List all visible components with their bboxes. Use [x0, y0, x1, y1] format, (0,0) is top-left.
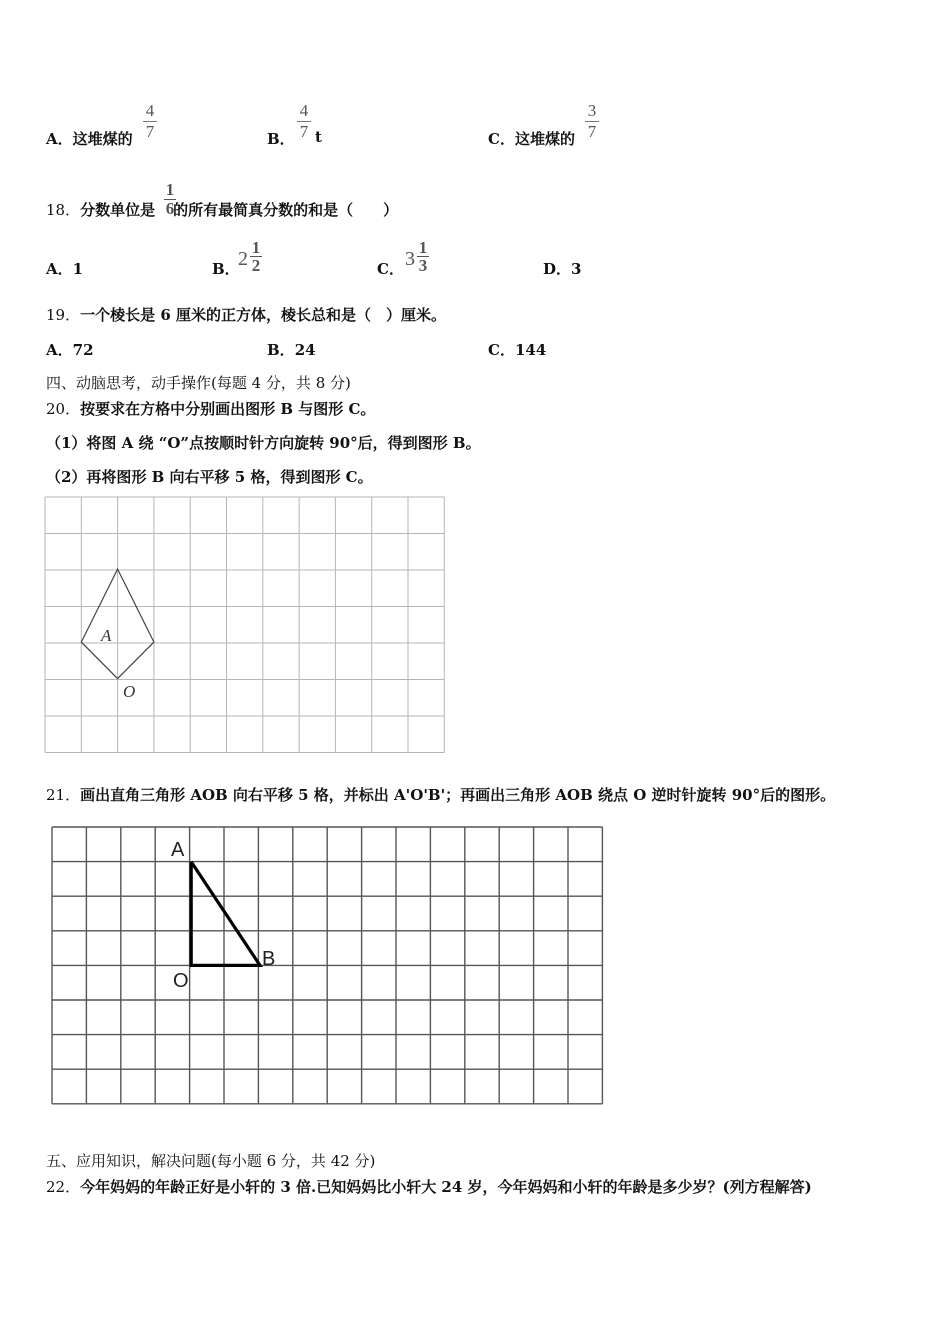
q21-stem	[46, 784, 835, 805]
q18-option-c[interactable]	[377, 258, 404, 279]
q20-number: 20．	[46, 400, 81, 418]
fraction-numerator: 1	[418, 238, 428, 257]
q18-option-c-mixed-number	[405, 240, 431, 276]
q21-triangle-aob	[191, 862, 260, 966]
q20-step-1: （1）将图 A 绕 “O”点按顺时针方向旋转 90°后，得到图形 B。	[46, 434, 481, 452]
fraction-denominator: 2	[251, 256, 261, 275]
q19-option-c[interactable]	[488, 339, 546, 360]
mixed-whole: 2	[238, 248, 248, 270]
q19-number: 19．	[46, 306, 81, 324]
q17-option-a-text: 这堆煤的	[72, 130, 133, 148]
q20-stem-text: 按要求在方格中分别画出图形 B 与图形 C。	[80, 400, 376, 418]
q22-stem-text: 今年妈妈的年龄正好是小轩的 3 倍.已知妈妈比小轩大 24 岁，今年妈妈和小轩的年龄是多少岁？(列方程解答)	[80, 1178, 812, 1196]
q17-option-c-fraction	[585, 102, 599, 141]
q18-stem-after: 的所有最简真分数的和是（ ）	[173, 201, 399, 219]
q21-grid-lines	[52, 827, 602, 1104]
q18-option-d[interactable]	[543, 258, 581, 279]
fraction-numerator: 1	[251, 238, 261, 257]
q18-option-d-label: D．	[543, 260, 572, 278]
q18-stem-before: 分数单位是	[80, 201, 156, 219]
q19-stem-text: 一个棱长是 6 厘米的正方体，棱长总和是（ ）厘米。	[80, 306, 446, 324]
fraction-numerator: 3	[587, 101, 597, 120]
q19-option-b[interactable]	[267, 339, 316, 360]
q19-option-a[interactable]	[46, 339, 94, 360]
q17-option-c[interactable]	[488, 128, 575, 149]
q17-option-b-label: B．	[267, 130, 295, 148]
q18-option-d-text: 3	[571, 260, 582, 278]
q18-number: 18．	[46, 201, 81, 219]
q20-step-2: （2）再将图形 B 向右平移 5 格，得到图形 C。	[46, 468, 373, 486]
fraction-denominator: 7	[299, 122, 309, 141]
q18-stem	[46, 199, 398, 220]
q17-option-a-fraction	[143, 102, 157, 141]
q21-grid-figure[interactable]	[48, 823, 612, 1107]
q19-option-b-text: 24	[294, 341, 316, 359]
q18-option-a-text: 1	[72, 260, 84, 278]
q20-grid-figure[interactable]	[44, 496, 446, 753]
q17-option-c-text: 这堆煤的	[514, 130, 575, 148]
q21-stem-text: 画出直角三角形 AOB 向右平移 5 格，并标出 A'O'B'；再画出三角形 AOB 绕点 O 逆时针旋转 90°后的图形。	[80, 786, 836, 804]
fraction-numerator: 4	[145, 101, 155, 120]
q18-option-a[interactable]	[46, 258, 83, 279]
q20-stem	[46, 398, 375, 419]
mixed-whole: 3	[405, 248, 415, 270]
fraction-denominator: 7	[145, 122, 155, 141]
q18-option-b-mixed-number	[238, 240, 264, 276]
q20-label-o: O	[123, 682, 136, 701]
fraction-numerator: 1	[165, 180, 175, 199]
q22-stem	[46, 1176, 812, 1197]
section-5-title: 五、应用知识，解决问题(每小题 6 分，共 42 分)	[46, 1152, 376, 1170]
q17-option-a-label: A．	[46, 130, 73, 148]
q19-stem	[46, 304, 446, 325]
q18-unit-fraction	[164, 182, 176, 217]
q19-option-c-label: C．	[488, 341, 515, 359]
fraction-numerator: 4	[299, 101, 309, 120]
q18-option-b-label: B．	[212, 260, 240, 278]
fraction-denominator: 3	[418, 256, 428, 275]
q21-label-a: A	[171, 839, 185, 861]
q17-option-b[interactable]	[267, 128, 295, 149]
q17-option-c-label: C．	[488, 130, 515, 148]
q18-option-c-label: C．	[377, 260, 404, 278]
q22-number: 22．	[46, 1178, 81, 1196]
q21-label-b: B	[262, 948, 276, 970]
q19-option-a-label: A．	[46, 341, 73, 359]
q21-label-o: O	[173, 970, 189, 992]
section-4-title: 四、动脑思考，动手操作(每题 4 分，共 8 分)	[46, 374, 351, 392]
q19-option-c-text: 144	[514, 341, 547, 359]
q17-option-b-unit: t	[315, 128, 322, 146]
q20-label-a: A	[101, 626, 112, 645]
q19-option-a-text: 72	[72, 341, 94, 359]
q20-grid-lines	[45, 497, 444, 753]
fraction-denominator: 6	[165, 199, 175, 218]
q17-option-a[interactable]	[46, 128, 133, 149]
fraction-denominator: 7	[587, 122, 597, 141]
q21-number: 21．	[46, 786, 81, 804]
q17-option-b-fraction	[297, 102, 311, 141]
q18-option-a-label: A．	[46, 260, 73, 278]
q19-option-b-label: B．	[267, 341, 295, 359]
q18-option-b[interactable]	[212, 258, 240, 279]
